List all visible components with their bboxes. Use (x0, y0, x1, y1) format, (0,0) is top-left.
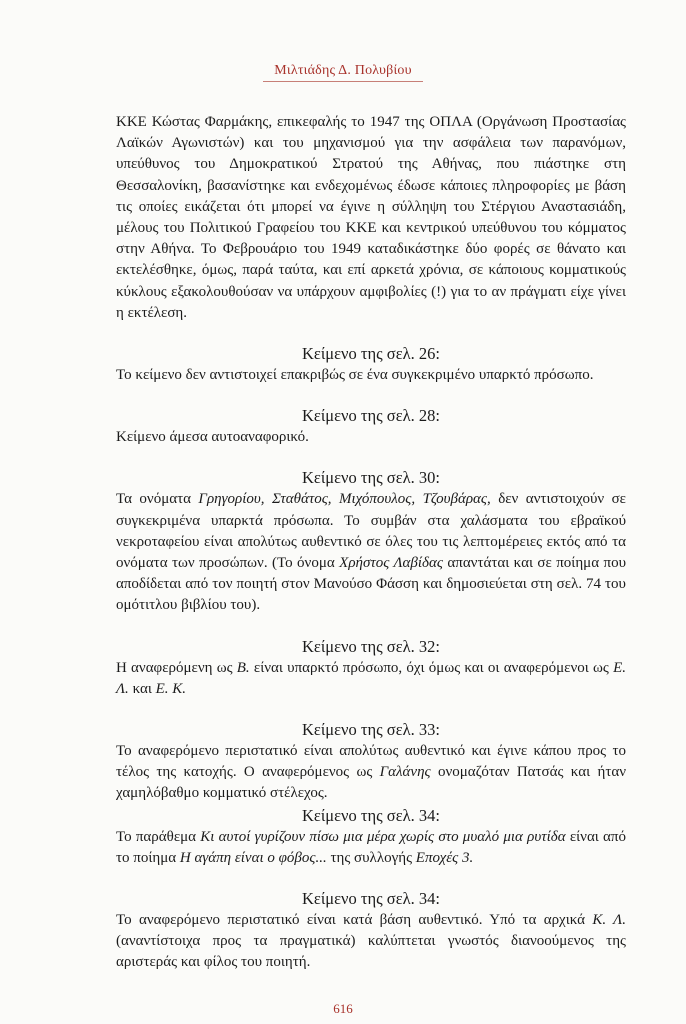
section-text: Το αναφερόμενο περιστατικό είναι απολύτως αυθεντικό και έγινε κάπου προς το τέλος της κατοχής. Ο αναφερόμενος ως Γαλάνης ονομαζόταν Πατσάς και ήταν χαμηλόβαθμο κομματικό στέλεχος. (116, 743, 626, 802)
page-body (116, 112, 626, 974)
section-heading: Κείμενο της σελ. 30: (302, 468, 440, 488)
running-head-text: Μιλτιάδης Δ. Πολυβίου (274, 63, 412, 78)
section-heading: Κείμενο της σελ. 28: (302, 406, 440, 426)
section-heading: Κείμενο της σελ. 26: (302, 344, 440, 364)
section-heading: Κείμενο της σελ. 34: (302, 889, 440, 909)
section-heading: Κείμενο της σελ. 32: (302, 636, 440, 656)
section-text: Η αναφερόμενη ως Β. είναι υπαρκτό πρόσωπο, όχι όμως και οι αναφερόμενοι ως Ε. Λ. και Ε. Κ. (116, 659, 626, 697)
section-text: Το αναφερόμενο περιστατικό είναι κατά βάση αυθεντικό. Υπό τα αρχικά Κ. Λ. (αναντίστοιχα προς τα πραγματικά) καλύπτεται γνωστός διανοούμενος της αριστεράς και φίλος του ποιητή. (116, 912, 626, 971)
section-text: Κείμενο άμεσα αυτοαναφορικό. (116, 429, 309, 446)
page-number: 616 (333, 1001, 353, 1016)
section-text: Το κείμενο δεν αντιστοιχεί επακριβώς σε ένα συγκεκριμένο υπαρκτό πρόσωπο. (116, 367, 594, 384)
running-head (0, 63, 686, 82)
section-heading: Κείμενο της σελ. 33: (302, 720, 440, 740)
running-head-rule (263, 81, 423, 82)
section-text: Τα ονόματα Γρηγορίου, Σταθάτος, Μιχόπουλος, Τζουβάρας, δεν αντιστοιχούν σε συγκεκριμένα υπαρκτά πρόσωπα. Το συμβάν στα χαλάσματα του εβραϊκού νεκροταφείου είναι απολύτως αυθεντικό σε όλες του τις λεπτομέρειες εκτός από τα ονόματα των προσώπων. (Το όνομα Χρήστος Λαβίδας απαντάται και σε ποίημα που αποδίδεται από τον ποιητή στον Μανούσο Φάσση και δημοσιεύεται στη σελ. 74 του ομότιτλου βιβλίου του). (116, 491, 626, 614)
section-heading: Κείμενο της σελ. 34: (302, 805, 440, 825)
intro-paragraph: ΚΚΕ Κώστας Φαρμάκης, επικεφαλής το 1947 της ΟΠΛΑ (Οργάνωση Προστασίας Λαϊκών Αγωνιστών) και του μηχανισμού για την ασφάλεια των παρανόμων, υπεύθυνος του Δημοκρατικού Στρατού της Αθήνας, που πιάστηκε στη Θεσσαλονίκη, βασανίστηκε και ενδεχομένως έδωσε κάποιες πληροφορίες με βάση τις οποίες εικάζεται ότι μπορεί να έγινε η σύλληψη του Στέργιου Αναστασιάδη, μέλους του Πολιτικού Γραφείου του ΚΚΕ και κεντρικού υπεύθυνου του κόμματος στην Αθήνα. Το Φεβρουάριο του 1949 καταδικάστηκε δύο φορές σε θάνατο και εκτελέσθηκε, όμως, παρά ταύτα, και επί αρκετά χρόνια, σε κάποιους κομματικούς κύκλους εξακολουθούσαν να υπάρχουν αμφιβολίες (!) για το αν πράγματι είχε γίνει η εκτέλεση. (116, 114, 626, 321)
section-text: Το παράθεμα Κι αυτοί γυρίζουν πίσω μια μέρα χωρίς στο μυαλό μια ρυτίδα είναι από το ποίημα Η αγάπη είναι ο φόβος... της συλλογής Εποχές 3. (116, 828, 626, 866)
